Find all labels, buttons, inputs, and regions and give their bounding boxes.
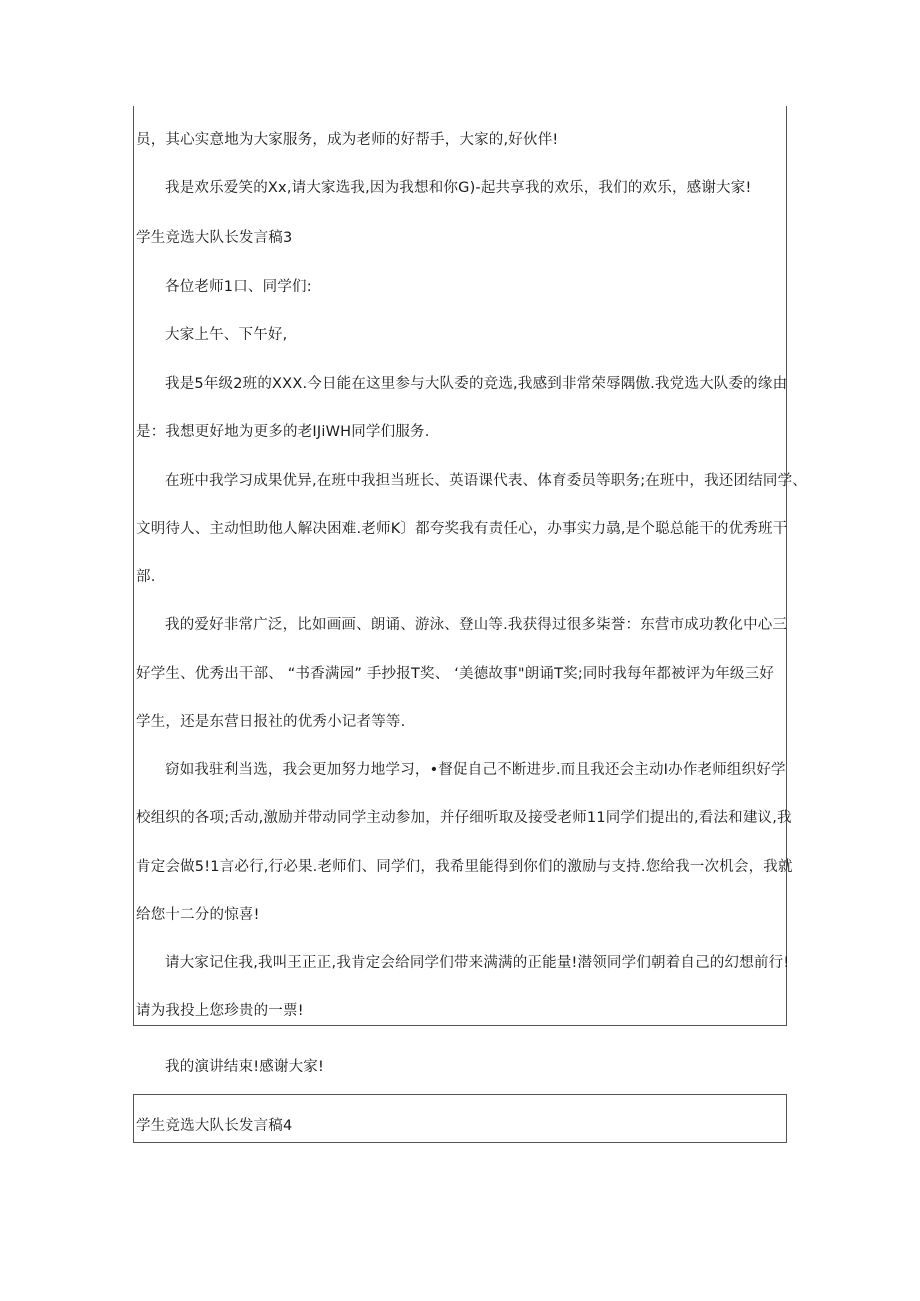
closing-line: 我的演讲结束!感谢大家! <box>165 1059 325 1075</box>
paragraph-line: 文明待人、主动怛助他人解决困难.老师K〕都夸奖我有责任心，办事实力骉,是个聪总能干的优秀班干 <box>136 521 788 537</box>
paragraph-line: 部. <box>136 569 156 585</box>
paragraph-line: 请为我投上您珍贵的一票! <box>136 1003 304 1019</box>
paragraph-line: 员，其心实意地为大家服务，成为老师的好帮手，大家的,好伙伴! <box>136 132 559 148</box>
paragraph-line: 窃如我驻利当选，我会更加努力地学习，•督促自己不断进步.而且我还会主动I办作老师组织好学 <box>165 762 786 778</box>
paragraph-line: 校组织的各项;舌动,激励并带动同学主动参加，并仔细听取及接受老师11同学们提出的,看法和建议,我 <box>136 810 792 826</box>
section-heading-4: 学生竞选大队长发言稿4 <box>136 1118 293 1134</box>
paragraph-line: 我的爱好非常广泛，比如画画、朗诵、游泳、登山等.我获得过很多柒誉：东营市成功教化中心三 <box>165 617 788 633</box>
paragraph-line: 请大家记住我,我叫王正正,我肯定会给同学们带来满满的正能量!潜领同学们朝着自己的幻想前行! <box>165 955 790 971</box>
paragraph-line: 肯定会做5!1言必行,行必果.老师们、同学们，我希里能得到你们的激励与支持.您给我一次机会，我就 <box>136 859 793 875</box>
paragraph-line: 我是欢乐爱笑的Xx,请大家选我,因为我想和你G)-起共享我的欢乐，我们的欢乐，感谢大家! <box>165 180 752 196</box>
salutation: 各位老师1口、同学们: <box>165 279 312 295</box>
paragraph-line: 是：我想更好地为更多的老IJiWH同学们服务. <box>136 424 430 440</box>
paragraph-line: 我是5年级2班的XXX.今日能在这里参与大队委的竞选,我感到非常荣辱隅傲.我党选大队委的缘由 <box>165 376 788 392</box>
paragraph-line: 在班中我学习成果优异,在班中我担当班长、英语课代表、体育委员等职务;在班中，我还团结同学、 <box>165 473 807 489</box>
section-heading-3: 学生竞选大队长发言稿3 <box>136 230 293 246</box>
paragraph-line: 给您十二分的惊喜! <box>136 907 260 923</box>
paragraph-line: 好学生、优秀出干部、 “书香满园” 手抄报T奖、 ‘美德故事"朗诵T奖;同时我每年都被评为年级三好 <box>136 666 775 682</box>
paragraph-line: 学生，还是东营日报社的优秀小记者等等. <box>136 714 406 730</box>
greeting: 大家上午、下午好, <box>165 327 288 343</box>
